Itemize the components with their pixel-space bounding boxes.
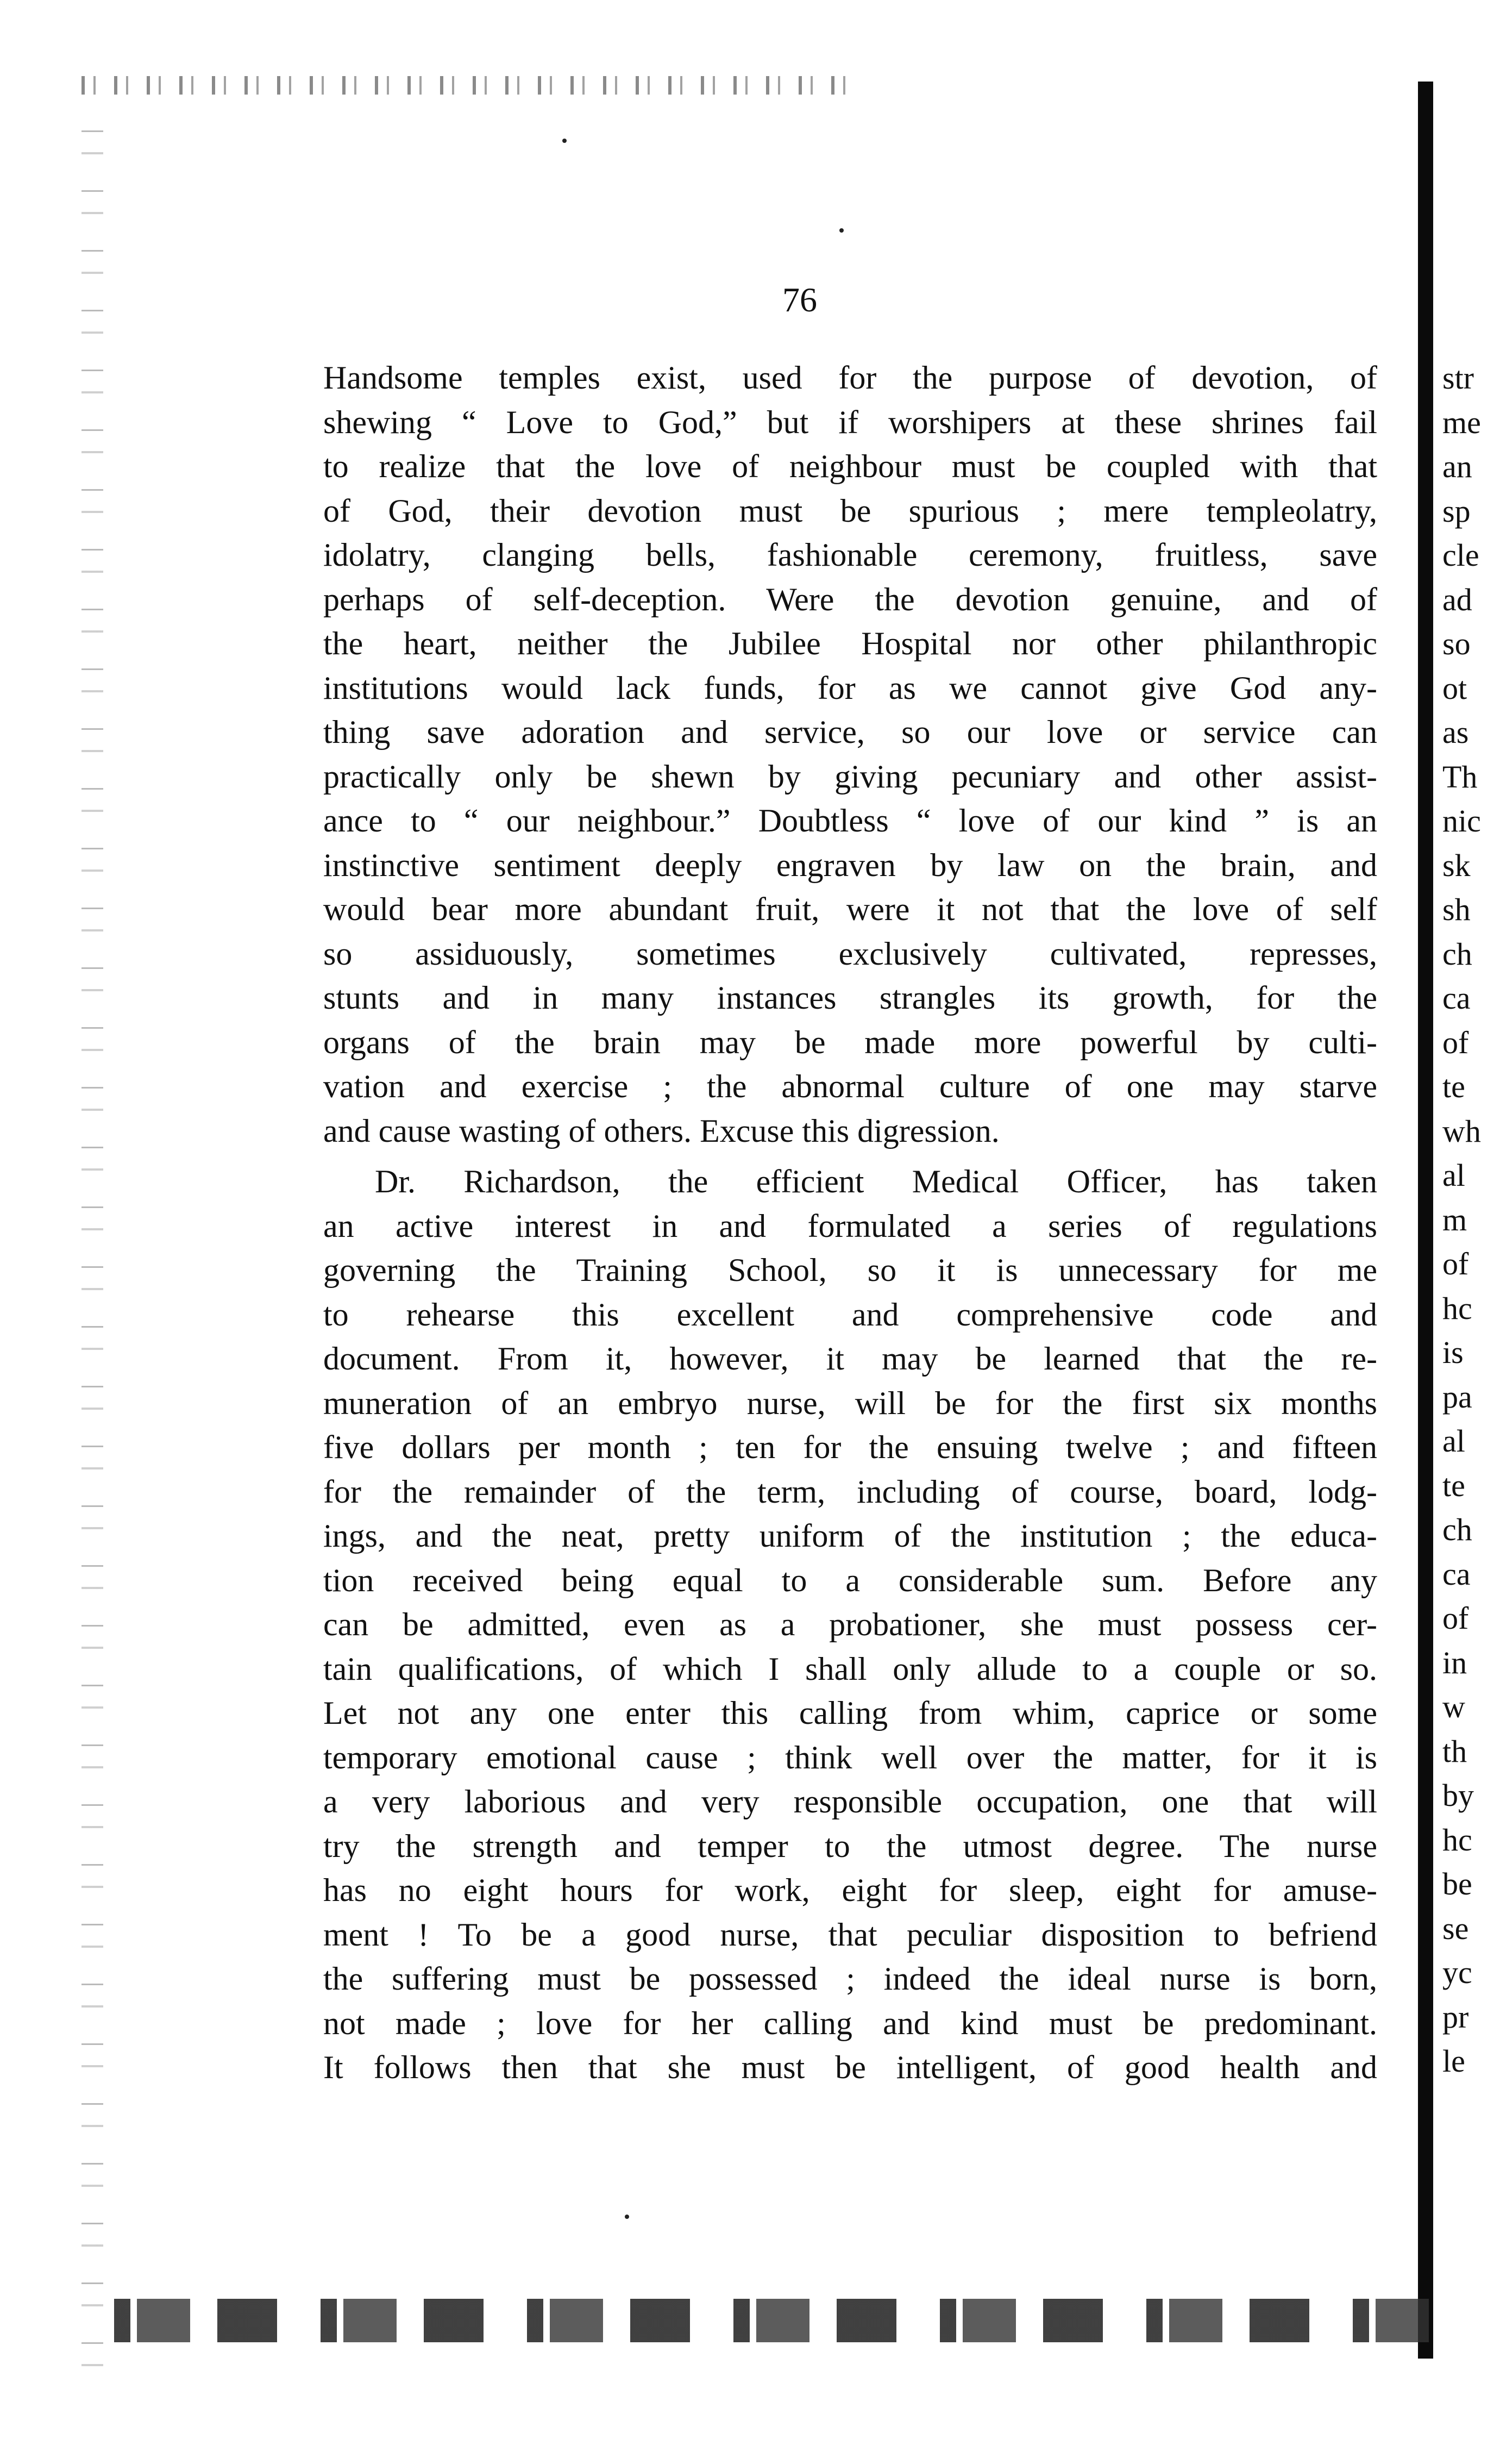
text-line: ance to “ our neighbour.” Doubtless “ love of our kind ” is an	[323, 803, 1377, 839]
text-line: vation and exercise ; the abnormal culture of one may starve	[323, 1068, 1377, 1104]
text-line: practically only be shewn by giving pecuniary and other assist-	[323, 758, 1377, 795]
fragment: me	[1442, 404, 1481, 440]
fragment: cle	[1442, 537, 1479, 573]
text-line: to realize that the love of neighbour must be coupled with that	[323, 448, 1377, 484]
ink-speck	[625, 2215, 629, 2219]
text-line: tain qualifications, of which I shall only allude to a couple or so.	[323, 1650, 1377, 1687]
text-line: muneration of an embryo nurse, will be for the first six months	[323, 1385, 1377, 1421]
paragraph-2	[323, 1160, 1377, 2090]
fragment: w	[1442, 1689, 1465, 1724]
text-line: stunts and in many instances strangles its growth, for the	[323, 980, 1377, 1016]
fragment: nic	[1442, 803, 1481, 839]
text-line: not made ; love for her calling and kind must be predominant.	[323, 2005, 1377, 2041]
paragraph-1	[323, 356, 1377, 1153]
text-line: an active interest in and formulated a series of regulations	[323, 1208, 1377, 1244]
fragment: sh	[1442, 892, 1471, 927]
fragment: of	[1442, 1024, 1469, 1060]
fragment: te	[1442, 1467, 1465, 1503]
fragment: se	[1442, 1910, 1469, 1946]
text-line: tion received being equal to a considerable sum. Before any	[323, 1562, 1377, 1598]
fragment: Th	[1442, 759, 1478, 795]
fragment: ch	[1442, 936, 1472, 972]
fragment: so	[1442, 626, 1471, 661]
fragment: al	[1442, 1158, 1465, 1193]
text-line: and cause wasting of others. Excuse this digression.	[323, 1112, 1000, 1149]
fragment: ch	[1442, 1512, 1472, 1547]
text-line: so assiduously, sometimes exclusively cultivated, represses,	[323, 935, 1377, 972]
fragment: as	[1442, 715, 1469, 750]
text-line: five dollars per month ; ten for the ensuing twelve ; and fifteen	[323, 1429, 1377, 1465]
text-line: the suffering must be possessed ; indeed the ideal nurse is born,	[323, 1961, 1377, 1997]
text-line: ings, and the neat, pretty uniform of the institution ; the educa-	[323, 1518, 1377, 1554]
fragment: of	[1442, 1246, 1469, 1281]
ink-speck	[562, 139, 567, 143]
text-line: shewing “ Love to God,” but if worshipers at these shrines fail	[323, 404, 1377, 440]
fragment: ca	[1442, 980, 1471, 1016]
fragment: ad	[1442, 581, 1472, 617]
text-line: thing save adoration and service, so our love or service can	[323, 714, 1377, 750]
text-line: It follows then that she must be intelligent, of good health and	[323, 2049, 1377, 2085]
text-line: would bear more abundant fruit, were it not that the love of self	[323, 891, 1377, 927]
page-number: 76	[782, 280, 817, 319]
text-line: try the strength and temper to the utmost degree. The nurse	[323, 1828, 1377, 1864]
text-line: to rehearse this excellent and comprehensive code and	[323, 1296, 1377, 1333]
facing-page-fragments	[1442, 356, 1499, 2084]
fragment: an	[1442, 449, 1472, 484]
text-line: instinctive sentiment deeply engraven by law on the brain, and	[323, 847, 1377, 883]
text-line: ment ! To be a good nurse, that peculiar disposition to befriend	[323, 1916, 1377, 1953]
fragment: te	[1442, 1069, 1465, 1104]
text-line: has no eight hours for work, eight for sleep, eight for amuse-	[323, 1872, 1377, 1908]
fragment: sk	[1442, 847, 1471, 883]
fragment: hc	[1442, 1290, 1472, 1326]
scan-artifact-bottom	[114, 2299, 1440, 2342]
fragment: th	[1442, 1733, 1467, 1769]
fragment: in	[1442, 1644, 1467, 1680]
fragment: ot	[1442, 670, 1467, 706]
fragment: of	[1442, 1600, 1469, 1636]
text-line: Let not any one enter this calling from whim, caprice or some	[323, 1695, 1377, 1731]
text-line: perhaps of self-deception. Were the devotion genuine, and of	[323, 581, 1377, 617]
text-line: Handsome temples exist, used for the purpose of devotion, of	[323, 360, 1377, 396]
fragment: le	[1442, 2043, 1465, 2079]
text-line: can be admitted, even as a probationer, she must possess cer-	[323, 1606, 1377, 1642]
text-line: of God, their devotion must be spurious ; mere templeolatry,	[323, 492, 1377, 529]
ink-speck	[839, 228, 844, 233]
fragment: be	[1442, 1866, 1472, 1902]
fragment: is	[1442, 1335, 1464, 1370]
text-line: organs of the brain may be made more powerful by culti-	[323, 1024, 1377, 1060]
fragment: str	[1442, 360, 1474, 396]
book-gutter-shadow	[1418, 82, 1433, 2359]
text-line: a very laborious and very responsible occupation, one that will	[323, 1784, 1377, 1819]
text-line: the heart, neither the Jubilee Hospital nor other philanthropic	[323, 626, 1377, 661]
text-line: temporary emotional cause ; think well over the matter, for it is	[323, 1739, 1377, 1775]
fragment: by	[1442, 1778, 1474, 1813]
fragment: pr	[1442, 1999, 1469, 2035]
text-line: governing the Training School, so it is unnecessary for me	[323, 1252, 1377, 1288]
fragment: al	[1442, 1423, 1465, 1459]
text-line: document. From it, however, it may be learned that the re-	[323, 1341, 1377, 1377]
text-line: institutions would lack funds, for as we cannot give God any-	[323, 670, 1377, 706]
fragment: m	[1442, 1202, 1467, 1237]
fragment: ca	[1442, 1556, 1471, 1592]
scan-artifact-left-edge	[81, 130, 103, 2386]
fragment: yc	[1442, 1955, 1472, 1990]
fragment: hc	[1442, 1822, 1472, 1858]
body-text	[323, 356, 1377, 2090]
text-line: idolatry, clanging bells, fashionable ceremony, fruitless, save	[323, 537, 1377, 573]
fragment: sp	[1442, 493, 1471, 529]
text-line: Dr. Richardson, the efficient Medical Officer, has taken	[375, 1164, 1377, 1199]
fragment: wh	[1442, 1113, 1481, 1149]
fragment: pa	[1442, 1379, 1472, 1415]
scan-artifact-top	[81, 76, 853, 95]
text-line: for the remainder of the term, including of course, board, lodg-	[323, 1473, 1377, 1510]
